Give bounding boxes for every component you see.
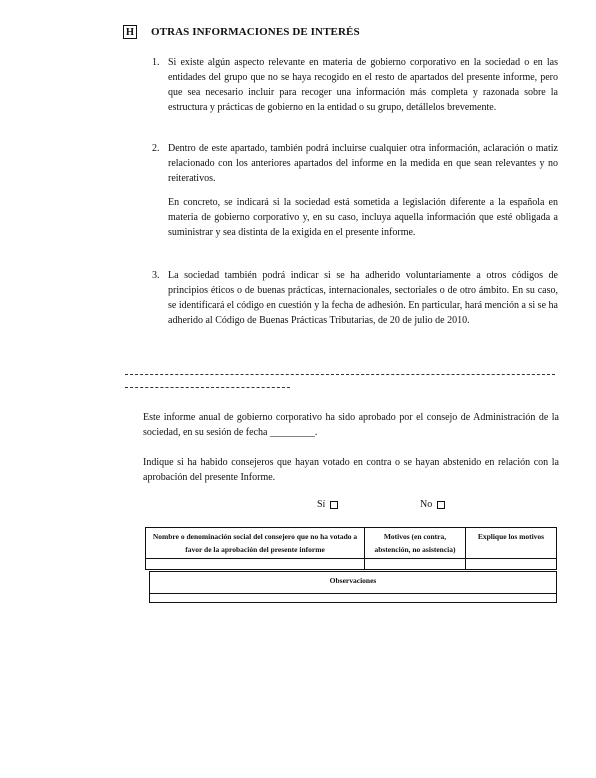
votes-table-col-explanation: Explique los motivos (465, 528, 556, 559)
votes-table-row (146, 559, 557, 570)
no-checkbox[interactable] (437, 501, 445, 509)
separator-line-short (125, 387, 290, 388)
no-label: No (420, 499, 433, 510)
observations-cell[interactable] (150, 594, 557, 603)
vote-question: Indique si ha habido consejeros que hayan votado en contra o se hayan abstenido en relación con la aprobación del presente Informe. (143, 457, 559, 483)
section-title: OTRAS INFORMACIONES DE INTERÉS (151, 26, 360, 38)
votes-table-col-reason: Motivos (en contra, abstención, no asistencia) (365, 528, 466, 559)
separator-line (125, 374, 555, 375)
no-option[interactable] (420, 499, 445, 510)
observations-header-row (150, 572, 557, 594)
yes-checkbox[interactable] (330, 501, 338, 509)
votes-table-cell-reason[interactable] (365, 559, 466, 570)
item-number-3: 3. (152, 270, 160, 281)
yes-label: Sí (317, 499, 326, 510)
item-text-1: Si existe algún aspecto relevante en materia de gobierno corporativo en la sociedad o en las entidades del grupo que no se haya recogido en el resto de apartados del presente informe, pero que sea necesario incluir para recoger una información más completa y razonada sobre la estructura y prácticas de gobierno en la entidad o su grupo, detállelos brevemente. (168, 57, 558, 113)
item-text-3: La sociedad también podrá indicar si se ha adherido voluntariamente a otros códigos de principios éticos o de buenas prácticas, internacionales, sectoriales o de otro ámbito. En su caso, se identificará el código en cuestión y la fecha de adhesión. En particular, hará mención a si se ha adherido al Código de Buenas Prácticas Tributarias, de 20 de julio de 2010. (168, 270, 558, 326)
item-number-2: 2. (152, 143, 160, 154)
approval-paragraph: Este informe anual de gobierno corporativo ha sido aprobado por el consejo de Administración de la sociedad, en su sesión de fecha _________. (143, 412, 559, 438)
item-text-2: Dentro de este apartado, también podrá incluirse cualquier otra información, aclaración o matiz relacionado con los anteriores apartados del informe en la medida en que sean relevantes y no reiterativos. (168, 143, 558, 184)
yes-option[interactable] (317, 499, 338, 510)
section-letter: H (123, 25, 137, 39)
item-text-2-continuation: En concreto, se indicará si la sociedad está sometida a legislación diferente a la española en materia de gobierno corporativo y, en su caso, incluya aquella información que esté obligada a suministrar y sea distinta de la exigida en el presente informe. (168, 197, 558, 238)
item-number-1: 1. (152, 57, 160, 68)
observations-row (150, 594, 557, 603)
votes-table-col-name: Nombre o denominación social del consejero que no ha votado a favor de la aprobación del presente informe (146, 528, 365, 559)
observations-table (149, 571, 557, 603)
votes-table-cell-explanation[interactable] (465, 559, 556, 570)
observations-header: Observaciones (150, 572, 557, 594)
votes-table-cell-name[interactable] (146, 559, 365, 570)
section-header (123, 25, 360, 39)
votes-table-header-row (146, 528, 557, 559)
votes-table (145, 527, 557, 570)
